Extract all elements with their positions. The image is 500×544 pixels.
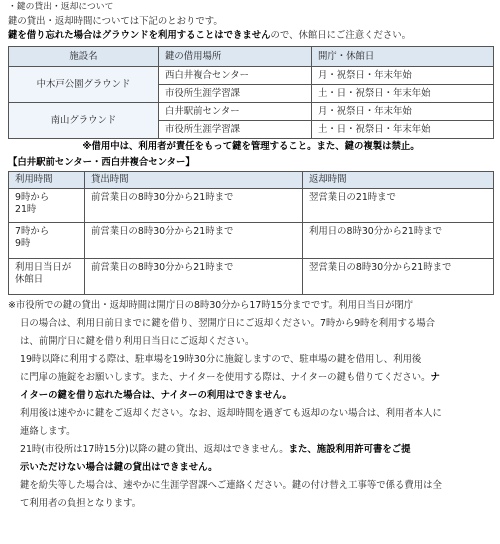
table-row (9, 67, 494, 85)
warning-rest: ので、休館日にご注意ください。 (270, 30, 411, 41)
body-bold-span: また、施設利用許可書をご提 (288, 444, 411, 455)
table-header-row (9, 47, 494, 67)
header-days: 開庁・休館日 (312, 47, 494, 67)
facility-name: 中木戸公園グラウンド (9, 67, 159, 103)
header-lend-time: 貸出時間 (85, 172, 303, 189)
closed-days: 土・日・祝祭日・年末年始 (312, 121, 494, 139)
return-time: 翌営業日の8時30分から21時まで (303, 259, 494, 295)
header-place: 鍵の借用場所 (159, 47, 312, 67)
body-line: 日の場合は、利用日前日までに鍵を借り、翌開庁日にご返却ください。7時から9時を利用する場合 (20, 318, 436, 329)
body-text (8, 297, 494, 513)
key-note: ※借用中は、利用者が責任をもって鍵を管理すること。また、鍵の複製は禁止。 (82, 141, 420, 152)
borrow-place: 市役所生涯学習課 (159, 121, 312, 139)
use-time-line: 9時 (15, 237, 31, 249)
warning-line (8, 29, 494, 43)
body-text-span: に門扉の施錠をお願いします。また、ナイターを使用する際は、ナイターの鍵も借りてください。 (20, 372, 431, 383)
lend-time: 前営業日の8時30分から21時まで (85, 259, 303, 295)
body-line (8, 441, 494, 459)
time-table (8, 171, 494, 295)
body-text-span: 21時(市役所は17時15分)以降の鍵の貸出、返却はできません。 (20, 444, 289, 455)
body-line: 鍵を紛失等した場合は、速やかに生涯学習課へご連絡ください。鍵の付け替え工事等で係る費用は全 (20, 480, 442, 491)
warning-bold: 鍵を借り忘れた場合はグラウンドを利用することはできません (8, 30, 271, 41)
use-time-line: 休館日 (15, 273, 44, 285)
header-return-time: 返却時間 (303, 172, 494, 189)
body-line: は、前開庁日に鍵を借り利用日当日にご返却ください。 (20, 336, 255, 347)
return-time: 利用日の8時30分から21時まで (303, 223, 494, 259)
table-row (9, 259, 494, 295)
body-line-bold: イターの鍵を借り忘れた場合は、ナイターの利用はできません。 (20, 390, 292, 401)
header-facility: 施設名 (9, 47, 159, 67)
table-row (9, 103, 494, 121)
body-line-bold: 示いただけない場合は鍵の貸出はできません。 (20, 462, 218, 473)
use-time (9, 259, 85, 295)
body-line: て利用者の負担となります。 (20, 498, 142, 509)
section-heading: ・鍵の貸出・返却について (8, 2, 114, 12)
document (8, 0, 494, 513)
table-row (9, 189, 494, 223)
intro-text: 鍵の貸出・返却時間については下記のとおりです。 (8, 16, 223, 27)
section-title: 【白井駅前センター・西白井複合センター】 (8, 157, 195, 168)
borrow-place: 市役所生涯学習課 (159, 85, 312, 103)
closed-days: 月・祝祭日・年末年始 (312, 103, 494, 121)
borrow-place: 西白井複合センター (159, 67, 312, 85)
header-use-time: 利用時間 (9, 172, 85, 189)
closed-days: 月・祝祭日・年末年始 (312, 67, 494, 85)
borrow-place: 白井駅前センター (159, 103, 312, 121)
use-time (9, 189, 85, 223)
body-line: 連絡します。 (20, 426, 76, 437)
return-time: 翌営業日の21時まで (303, 189, 494, 223)
facility-table (8, 46, 494, 139)
use-time-line: 利用日当日が (15, 262, 72, 273)
table-header-row (9, 172, 494, 189)
use-time-line: 9時から (15, 192, 50, 203)
body-line: ※市役所での鍵の貸出・返却時間は開庁日の8時30分から17時15分までです。利用日当日が閉庁 (8, 300, 414, 311)
body-bold-span: ナ (430, 372, 440, 383)
closed-days: 土・日・祝祭日・年末年始 (312, 85, 494, 103)
lend-time: 前営業日の8時30分から21時まで (85, 223, 303, 259)
use-time (9, 223, 85, 259)
use-time-line: 21時 (15, 203, 37, 215)
body-line: 19時以降に利用する際は、駐車場を19時30分に施錠しますので、駐車場の鍵を借用し、利用後 (20, 354, 422, 365)
facility-name: 南山グラウンド (9, 103, 159, 139)
body-line: 利用後は速やかに鍵をご返却ください。なお、返却時間を過ぎても返却のない場合は、利用者本人に (20, 408, 442, 419)
table-row (9, 223, 494, 259)
use-time-line: 7時から (15, 226, 50, 237)
body-line (8, 369, 494, 387)
lend-time: 前営業日の8時30分から21時まで (85, 189, 303, 223)
